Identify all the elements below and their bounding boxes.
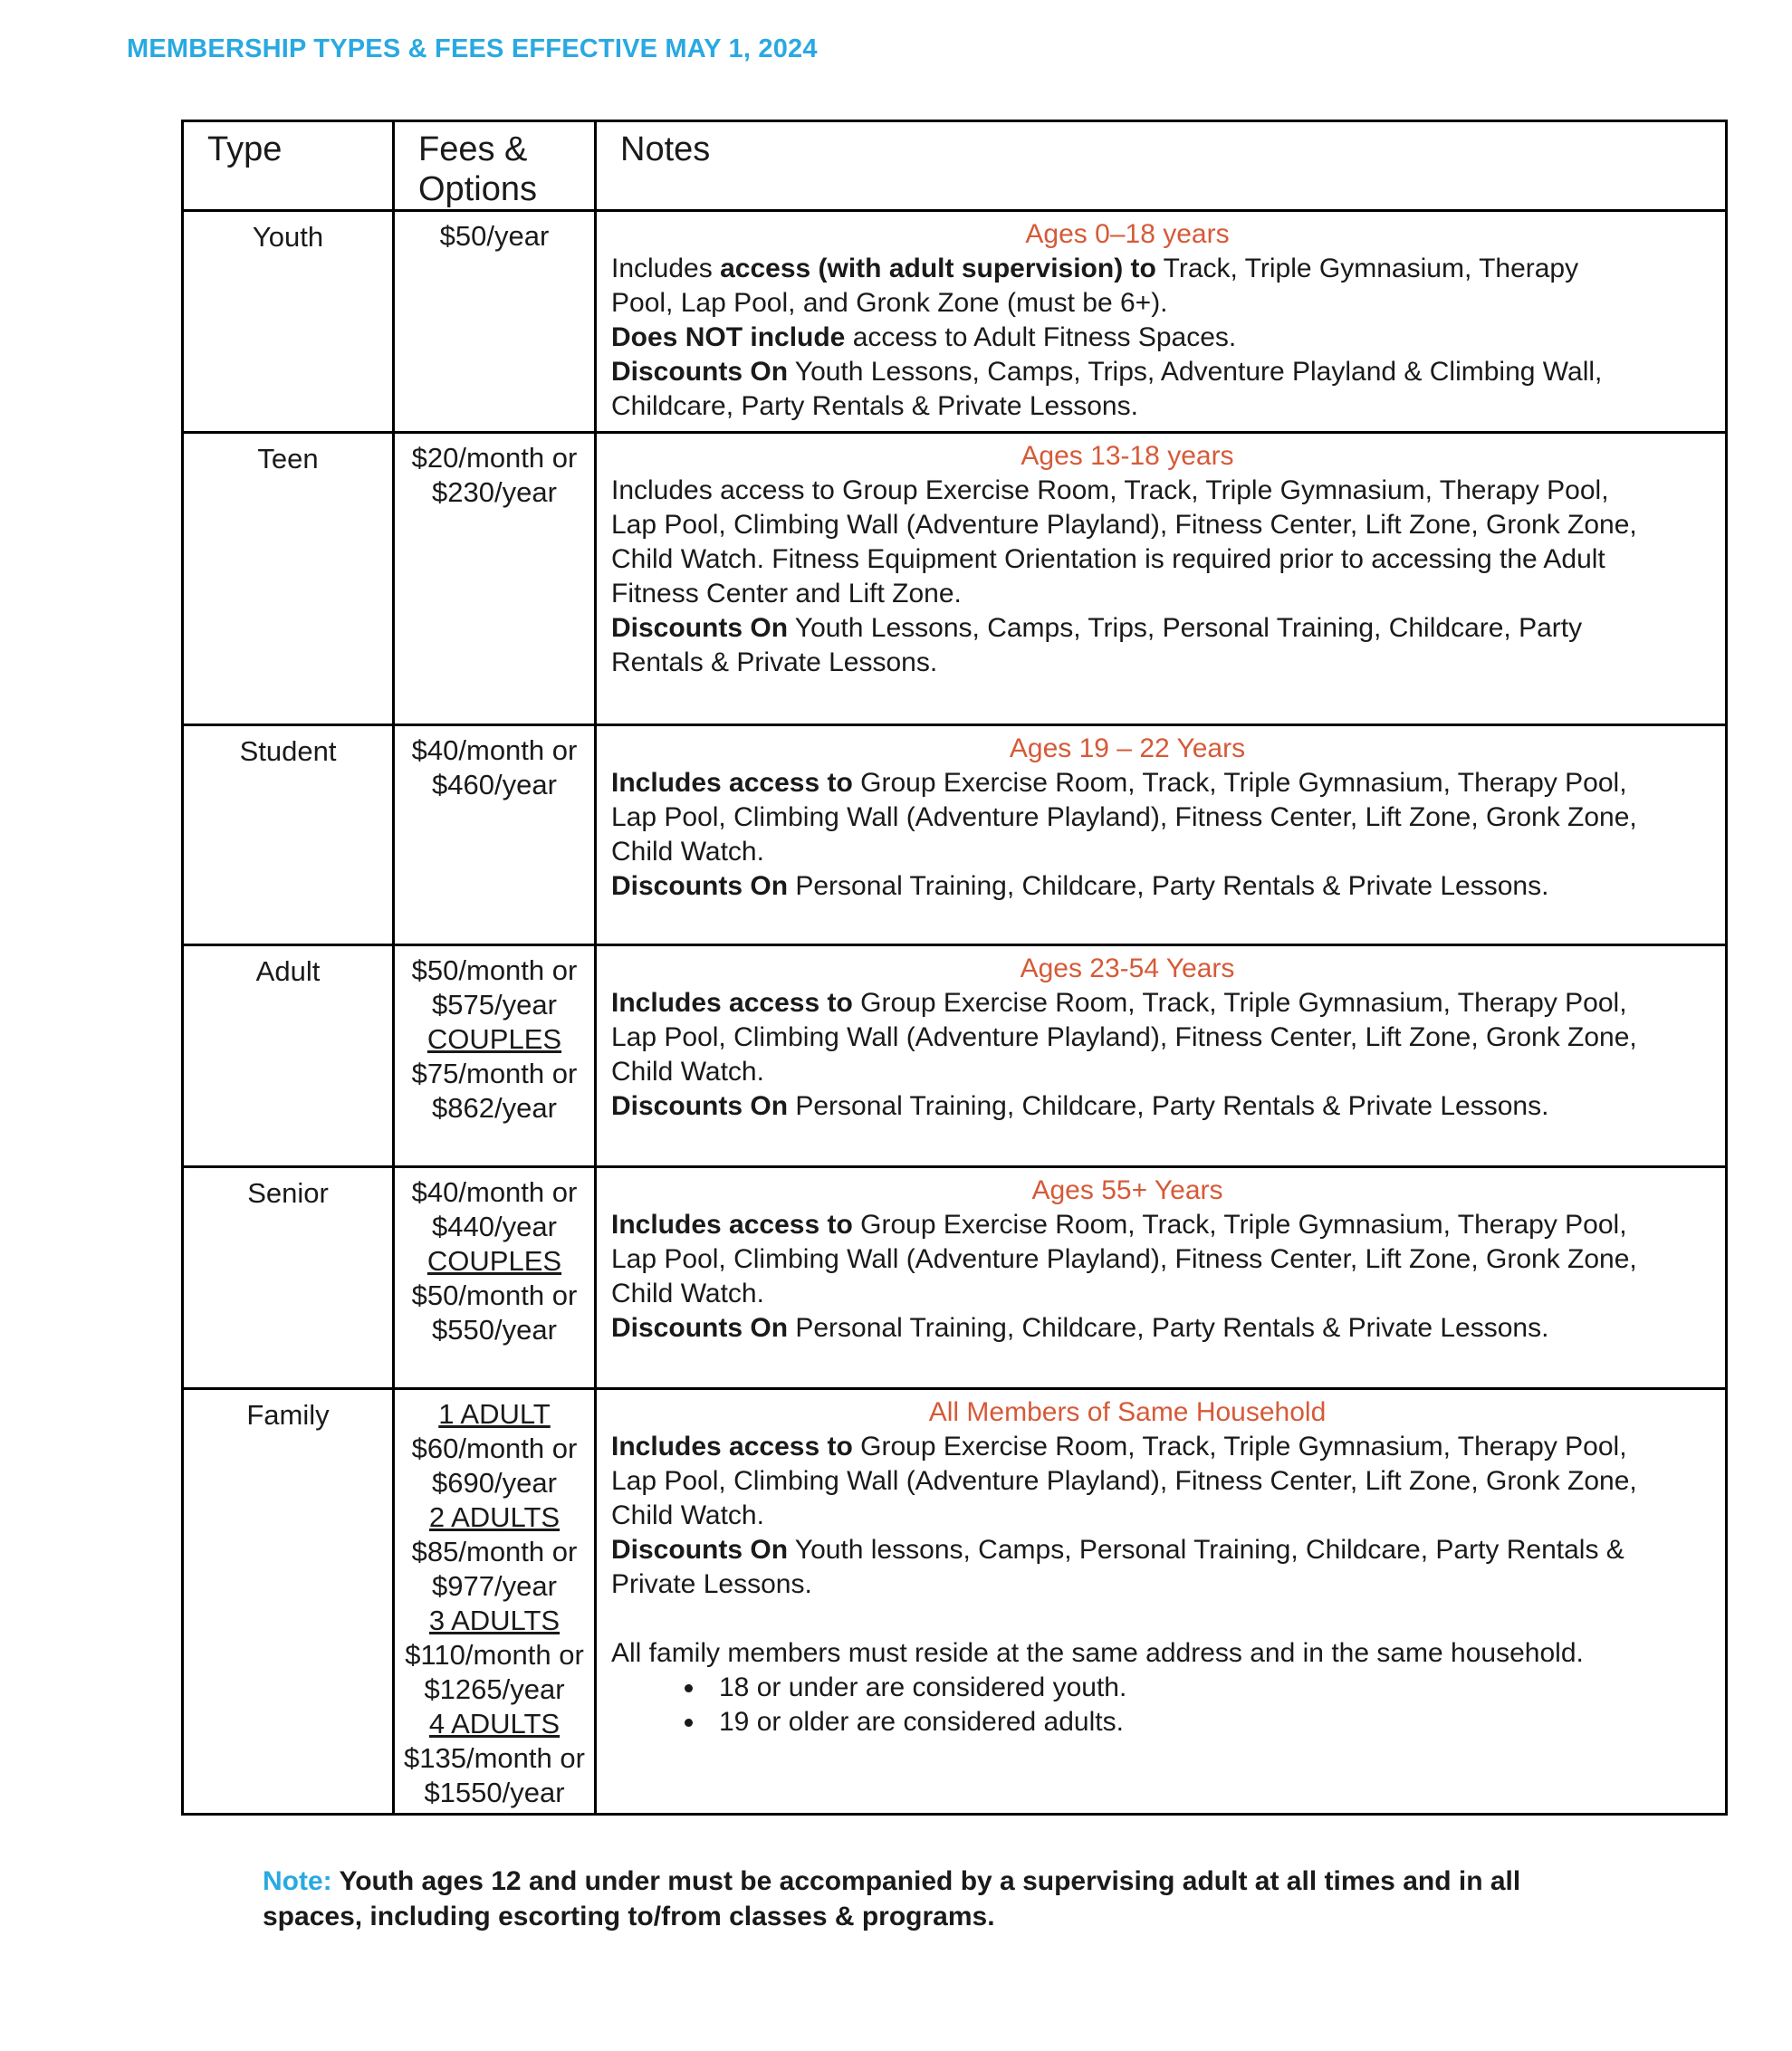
notes-cell: [596, 945, 1727, 1167]
text-run: Youth lessons, Camps, Personal Training, Childcare, Party Rentals & Private Lessons.: [611, 1535, 1624, 1599]
text-run: Personal Training, Childcare, Party Rentals & Private Lessons.: [788, 1313, 1549, 1343]
page-title: MEMBERSHIP TYPES & FEES EFFECTIVE MAY 1, 2024: [127, 34, 818, 63]
family-bullet-list: [611, 1671, 1643, 1740]
table-row-youth: [183, 211, 1727, 433]
notes-cell: [596, 211, 1727, 433]
text-run: Discounts On: [611, 1091, 789, 1121]
fee-line: $50/month or: [411, 1279, 578, 1311]
fee-line: $110/month or: [405, 1639, 584, 1671]
notes-paragraph: [611, 355, 1643, 424]
fees-cell: [394, 725, 596, 945]
notes-paragraph: [611, 252, 1643, 321]
blank-line: [611, 1602, 1643, 1636]
text-run: Youth Lessons, Camps, Trips, Adventure Playland & Climbing Wall, Childcare, Party Rentals & Private Lessons.: [611, 357, 1603, 421]
type-cell: Student: [183, 725, 394, 945]
fee-line: 1 ADULT: [438, 1398, 551, 1430]
footnote-label: Note:: [263, 1866, 332, 1896]
text-run: access (with adult supervision) to: [720, 254, 1156, 283]
text-run: Group Exercise Room, Track, Triple Gymnasium, Therapy Pool, Lap Pool, Climbing Wall (Adventure Playland), Fitness Center, Lift Zone, Gronk Zone, Child Watch.: [611, 1432, 1637, 1530]
fee-line: $20/month or: [411, 442, 578, 474]
notes-paragraph: [611, 986, 1643, 1089]
table-row-student: [183, 725, 1727, 945]
fees-cell: [394, 945, 596, 1167]
notes-paragraph: [611, 766, 1643, 869]
membership-table: [181, 120, 1728, 1816]
text-run: Group Exercise Room, Track, Triple Gymnasium, Therapy Pool, Lap Pool, Climbing Wall (Adventure Playland), Fitness Center, Lift Zone, Gronk Zone, Child Watch.: [611, 1210, 1637, 1308]
type-cell: Senior: [183, 1167, 394, 1389]
age-heading: All Members of Same Household: [928, 1397, 1327, 1427]
fee-line: 4 ADULTS: [428, 1708, 561, 1740]
fee-line: $75/month or: [411, 1058, 578, 1089]
notes-paragraph: [611, 1089, 1643, 1124]
fee-line: $690/year: [432, 1467, 557, 1499]
age-heading: Ages 13-18 years: [1021, 441, 1234, 471]
text-run: access to Adult Fitness Spaces.: [845, 322, 1237, 352]
fee-line: $862/year: [432, 1092, 557, 1124]
age-heading: Ages 19 – 22 Years: [1009, 733, 1246, 763]
fee-line: COUPLES: [426, 1023, 562, 1055]
type-cell: Family: [183, 1389, 394, 1815]
notes-paragraph: [611, 321, 1643, 355]
text-run: Includes access to: [611, 1210, 853, 1240]
text-run: Youth Lessons, Camps, Trips, Personal Training, Childcare, Party Rentals & Private Lessons.: [611, 613, 1583, 677]
fee-line: COUPLES: [426, 1245, 562, 1277]
table-row-teen: [183, 433, 1727, 725]
fees-cell: [394, 433, 596, 725]
text-run: Discounts On: [611, 1535, 789, 1565]
notes-paragraph: [611, 1208, 1643, 1311]
col-header-notes: Notes: [596, 121, 1727, 211]
fee-line: $40/month or: [411, 1176, 578, 1208]
notes-paragraph: [611, 1430, 1643, 1533]
fee-line: $1550/year: [424, 1777, 565, 1808]
fee-line: $1265/year: [424, 1673, 565, 1705]
text-run: Personal Training, Childcare, Party Rentals & Private Lessons.: [788, 1091, 1549, 1121]
notes-paragraph: [611, 611, 1643, 680]
fee-line: $575/year: [432, 989, 557, 1021]
footnote: [263, 1864, 1612, 1934]
text-run: Includes access to Group Exercise Room, Track, Triple Gymnasium, Therapy Pool, Lap Pool, Climbing Wall (Adventure Playland), Fitness Center, Lift Zone, Gronk Zone, Child Watch. Fitness Equipment Orientation is required prior to accessing the Adult Fitness Center and Lift Zone.: [611, 475, 1637, 609]
fees-cell: [394, 211, 596, 433]
text-run: Group Exercise Room, Track, Triple Gymnasium, Therapy Pool, Lap Pool, Climbing Wall (Adventure Playland), Fitness Center, Lift Zone, Gronk Zone, Child Watch.: [611, 768, 1637, 867]
text-run: Track, Triple Gymnasium, Therapy Pool, Lap Pool, and Gronk Zone (must be 6+).: [611, 254, 1579, 318]
fee-line: $135/month or: [404, 1742, 585, 1774]
type-cell: Youth: [183, 211, 394, 433]
text-run: Does NOT include: [611, 322, 846, 352]
bullet-item: • 18 or under are considered youth.: [706, 1671, 1643, 1705]
fee-line: $50/year: [439, 220, 550, 252]
fee-line: $85/month or: [411, 1536, 578, 1567]
fee-line: $977/year: [432, 1570, 557, 1602]
fees-cell: [394, 1167, 596, 1389]
fee-line: $550/year: [432, 1314, 557, 1346]
fee-line: $40/month or: [411, 734, 578, 766]
type-cell: Teen: [183, 433, 394, 725]
family-residency-note: All family members must reside at the same address and in the same household.: [611, 1638, 1584, 1668]
age-heading: Ages 23-54 Years: [1020, 954, 1235, 983]
table-header-row: [183, 121, 1727, 211]
fees-cell: [394, 1389, 596, 1815]
text-run: Includes access to: [611, 1432, 853, 1462]
text-run: Includes access to: [611, 988, 853, 1018]
notes-cell: [596, 1389, 1727, 1815]
notes-paragraph: [611, 474, 1643, 611]
text-run: Discounts On: [611, 871, 789, 901]
col-header-type: Type: [183, 121, 394, 211]
type-cell: Adult: [183, 945, 394, 1167]
fee-line: $460/year: [432, 769, 557, 800]
text-run: Discounts On: [611, 357, 789, 387]
notes-cell: [596, 1167, 1727, 1389]
table-row-senior: [183, 1167, 1727, 1389]
notes-cell: [596, 725, 1727, 945]
col-header-fees: Fees & Options: [394, 121, 596, 211]
text-run: Includes: [611, 254, 721, 283]
text-run: Discounts On: [611, 613, 789, 643]
text-run: Includes access to: [611, 768, 853, 798]
fee-line: 3 ADULTS: [428, 1605, 561, 1636]
age-heading: Ages 0–18 years: [1025, 219, 1230, 249]
table-row-adult: [183, 945, 1727, 1167]
fee-line: $60/month or: [411, 1433, 578, 1464]
table-row-family: [183, 1389, 1727, 1815]
fee-line: $440/year: [432, 1211, 557, 1242]
text-run: Group Exercise Room, Track, Triple Gymnasium, Therapy Pool, Lap Pool, Climbing Wall (Adventure Playland), Fitness Center, Lift Zone, Gronk Zone, Child Watch.: [611, 988, 1637, 1087]
fee-line: $230/year: [432, 476, 557, 508]
notes-paragraph: [611, 869, 1643, 904]
age-heading: Ages 55+ Years: [1031, 1175, 1223, 1205]
notes-paragraph: [611, 1533, 1643, 1602]
notes-cell: [596, 433, 1727, 725]
text-run: Discounts On: [611, 1313, 789, 1343]
fee-line: 2 ADULTS: [428, 1501, 561, 1533]
text-run: Personal Training, Childcare, Party Rentals & Private Lessons.: [788, 871, 1549, 901]
footnote-text: Youth ages 12 and under must be accompanied by a supervising adult at all times and in all spaces, including escorting to/from classes & programs.: [263, 1866, 1521, 1931]
bullet-item: • 19 or older are considered adults.: [706, 1705, 1643, 1740]
fee-line: $50/month or: [411, 954, 578, 986]
notes-paragraph: [611, 1311, 1643, 1346]
